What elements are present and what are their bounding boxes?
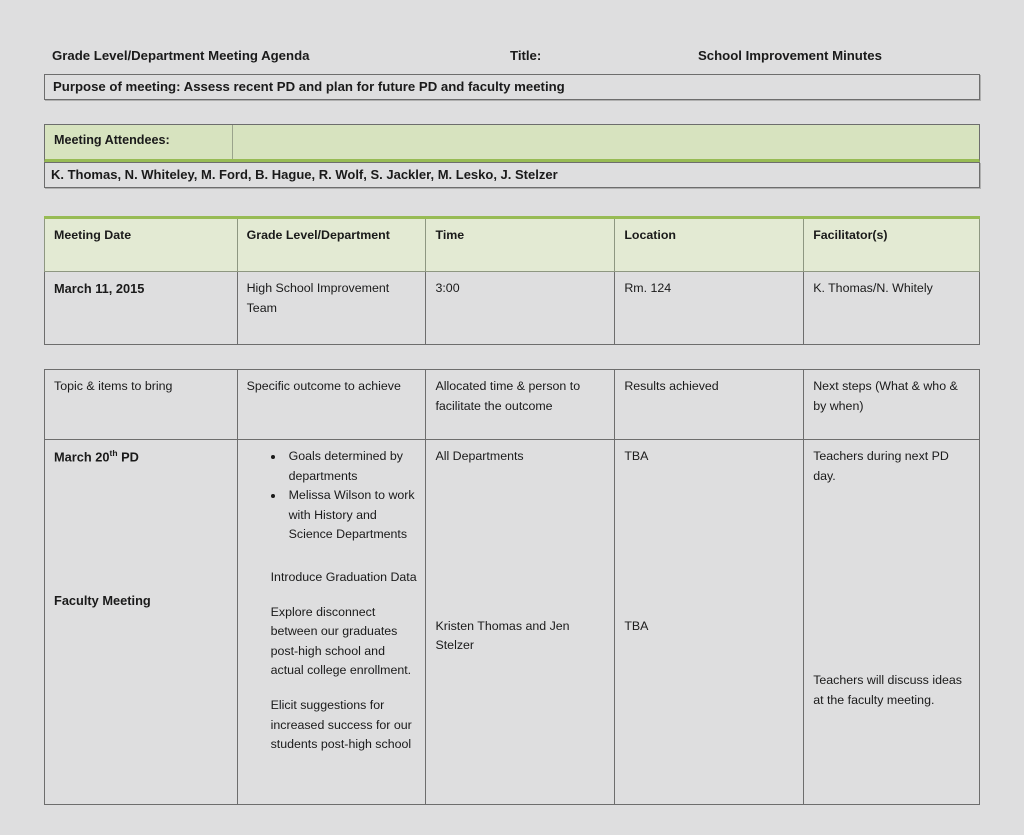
col-header-topic: Topic & items to bring xyxy=(45,370,238,440)
topic-first xyxy=(54,447,229,467)
list-item: • Goals determined by departments xyxy=(285,447,418,486)
topic-first-ordinal: th xyxy=(109,448,118,458)
col-header-next-steps: Next steps (What & who & by when) xyxy=(804,370,980,440)
table-row xyxy=(45,272,980,345)
allocated-spacer xyxy=(435,467,606,617)
topic-second: Faculty Meeting xyxy=(54,593,151,609)
attendees-names: K. Thomas, N. Whiteley, M. Ford, B. Hague, R. Wolf, S. Jackler, M. Lesko, J. Stelzer xyxy=(44,162,980,188)
col-header-specific-outcome: Specific outcome to achieve xyxy=(237,370,426,440)
cell-time: 3:00 xyxy=(426,272,615,345)
document-page xyxy=(0,44,1024,835)
results-spacer xyxy=(624,467,795,617)
cell-topics xyxy=(45,440,238,805)
document-title-row xyxy=(44,44,980,72)
topic-first-text: March 20 xyxy=(54,449,110,465)
allocated-first: All Departments xyxy=(435,449,524,463)
cell-allocated-time xyxy=(426,440,615,805)
cell-specific-outcomes xyxy=(237,440,426,805)
meeting-details-table xyxy=(44,216,980,345)
results-first: TBA xyxy=(624,449,649,463)
agenda-heading: Grade Level/Department Meeting Agenda xyxy=(52,48,310,63)
list-item: • Melissa Wilson to work with History and Science Departments xyxy=(285,486,418,545)
next-steps-spacer xyxy=(813,486,971,671)
col-header-allocated-time: Allocated time & person to facilitate the outcome xyxy=(426,370,615,440)
meeting-details-section xyxy=(44,216,980,345)
attendees-header-row xyxy=(44,124,980,162)
next-steps-first: Teachers during next PD day. xyxy=(813,449,949,483)
results-second: TBA xyxy=(624,618,649,633)
cell-meeting-date: March 11, 2015 xyxy=(45,272,238,345)
outcome-paragraph: Explore disconnect between our graduates post-high school and actual college enrollment. xyxy=(270,604,412,678)
agenda-header-row xyxy=(45,370,980,440)
col-header-results-achieved: Results achieved xyxy=(615,370,804,440)
title-value: School Improvement Minutes xyxy=(698,48,882,63)
col-header-grade-level: Grade Level/Department xyxy=(237,218,426,272)
col-header-meeting-date: Meeting Date xyxy=(45,218,238,272)
outcome-paragraph: Introduce Graduation Data xyxy=(270,569,417,584)
title-label: Title: xyxy=(510,48,542,63)
outcome-paragraph: Elicit suggestions for increased success for our students post-high school xyxy=(270,697,412,752)
agenda-section xyxy=(44,369,980,805)
cell-facilitators: K. Thomas/N. Whitely xyxy=(804,272,980,345)
cell-location: Rm. 124 xyxy=(615,272,804,345)
col-header-location: Location xyxy=(615,218,804,272)
allocated-second: Kristen Thomas and Jen Stelzer xyxy=(435,618,570,653)
topic-first-tail: PD xyxy=(117,449,139,465)
cell-next-steps xyxy=(804,440,980,805)
outcome-spacer xyxy=(247,545,418,568)
cell-grade-level: High School Improvement Team xyxy=(237,272,426,345)
attendees-label: Meeting Attendees: xyxy=(45,125,233,159)
purpose-of-meeting: Purpose of meeting: Assess recent PD and plan for future PD and faculty meeting xyxy=(44,74,980,100)
cell-results-achieved xyxy=(615,440,804,805)
agenda-table xyxy=(44,369,980,805)
table-row xyxy=(45,440,980,805)
attendees-section xyxy=(44,124,980,188)
topic-spacer xyxy=(54,467,229,591)
attendees-blank-cell xyxy=(233,125,979,159)
col-header-facilitators: Facilitator(s) xyxy=(804,218,980,272)
meeting-details-header-row xyxy=(45,218,980,272)
outcome-bullet-list xyxy=(249,447,418,545)
next-steps-second: Teachers will discuss ideas at the faculty meeting. xyxy=(813,673,962,707)
col-header-time: Time xyxy=(426,218,615,272)
